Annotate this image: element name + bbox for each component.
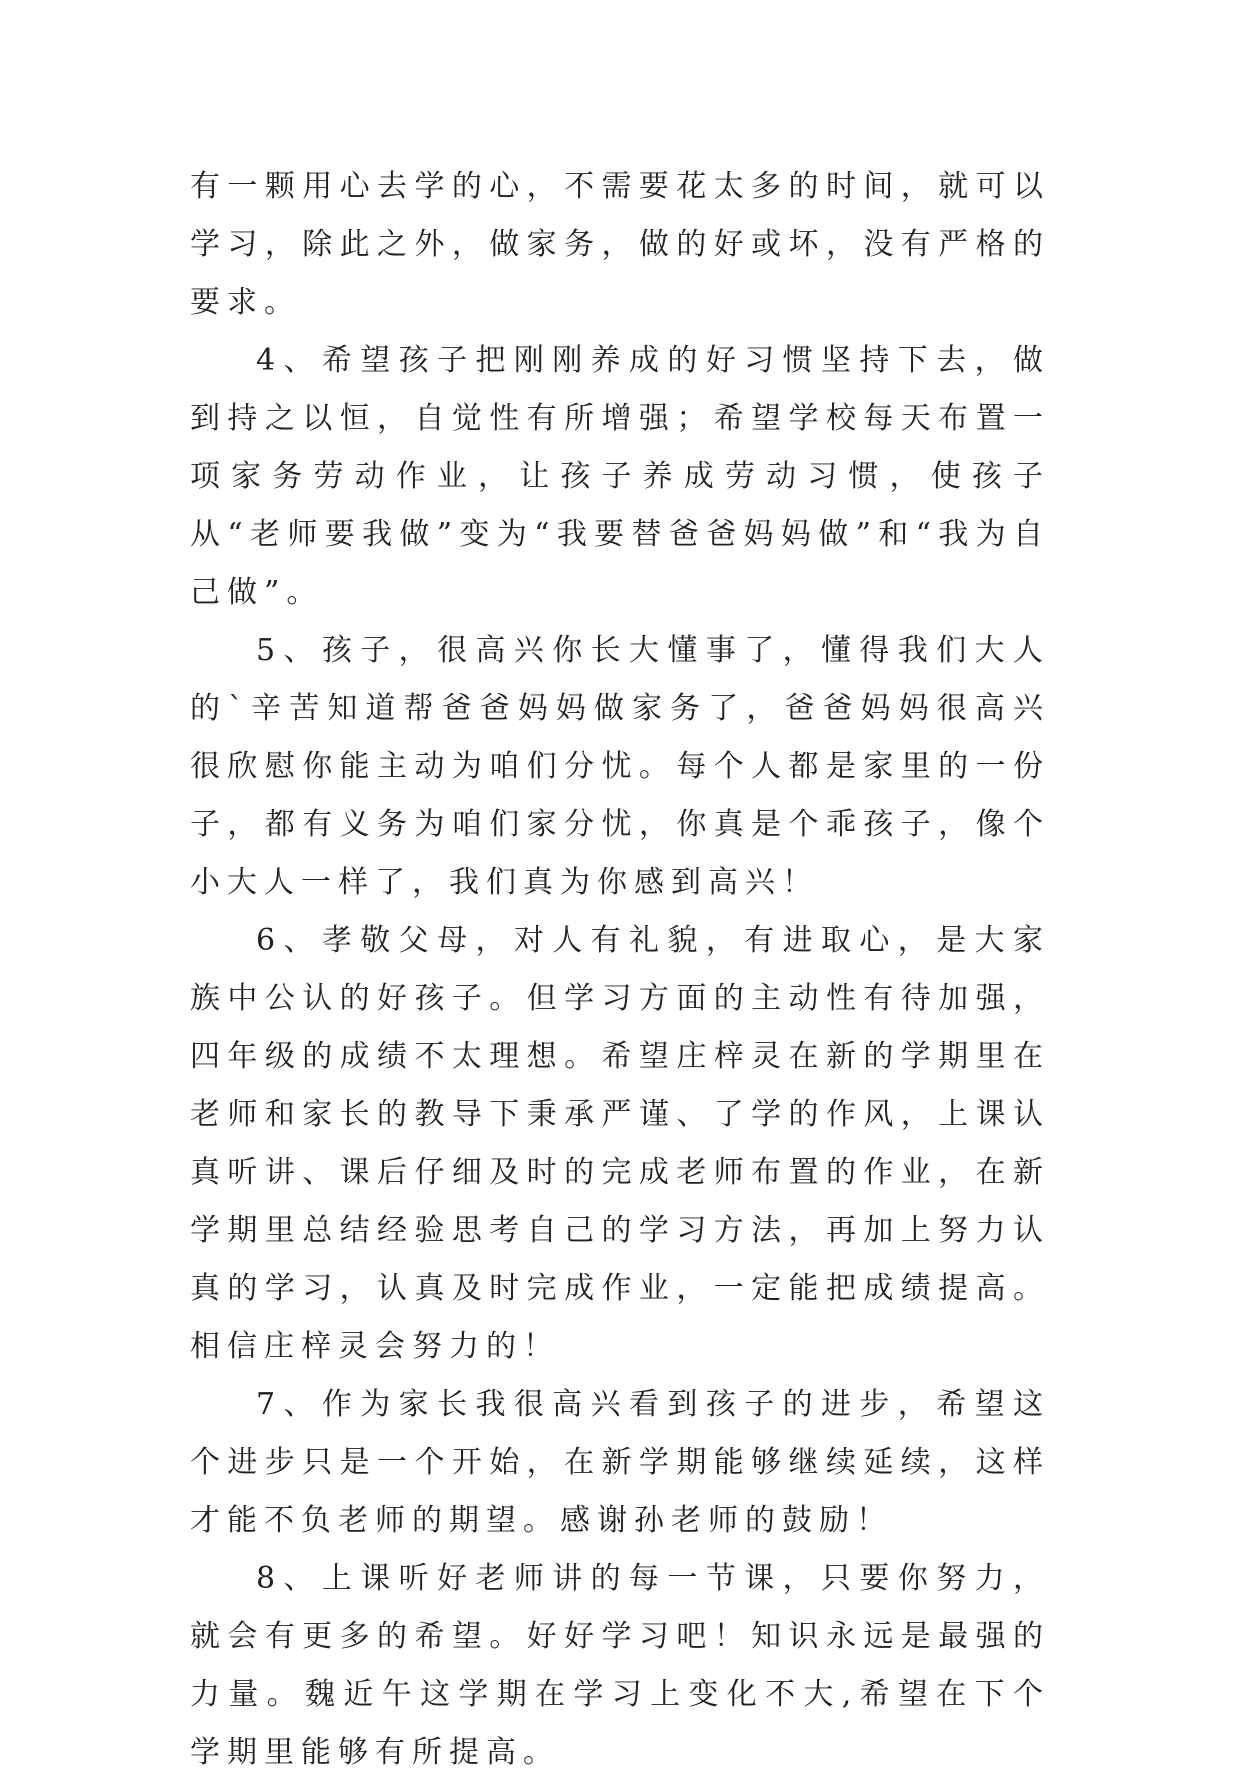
paragraph-intro: 有一颗用心去学的心，不需要花太多的时间，就可以学习，除此之外，做家务，做的好或坏，没有严格的要求。: [190, 169, 1050, 320]
paragraph-item-6: 6、孝敬父母，对人有礼貌，有进取心，是大家族中公认的好孩子。但学习方面的主动性有待加强，四年级的成绩不太理想。希望庄梓灵在新的学期里在老师和家长的教导下秉承严谨、了学的作风，上课认真听讲、课后仔细及时的完成老师布置的作业，在新学期里总结经验思考自己的学习方法，再加上努力认真的学习，认真及时完成作业，一定能把成绩提高。相信庄梓灵会努力的！: [190, 923, 1050, 1364]
paragraph-item-4: 4、希望孩子把刚刚养成的好习惯坚持下去，做到持之以恒，自觉性有所增强；希望学校每天布置一项家务劳动作业，让孩子养成劳动习惯，使孩子从“老师要我做”变为“我要替爸爸妈妈做”和“我为自己做”。: [190, 343, 1050, 610]
paragraph-item-7: 7、作为家长我很高兴看到孩子的进步，希望这个进步只是一个开始，在新学期能够继续延续，这样才能不负老师的期望。感谢孙老师的鼓励！: [190, 1387, 1050, 1538]
paragraph-item-5: 5、孩子，很高兴你长大懂事了，懂得我们大人的`辛苦知道帮爸爸妈妈做家务了，爸爸妈妈很高兴很欣慰你能主动为咱们分忧。每个人都是家里的一份子，都有义务为咱们家分忧，你真是个乖孩子，像个小大人一样了，我们真为你感到高兴！: [190, 633, 1050, 900]
document-body: [190, 158, 1050, 1782]
paragraph-item-8: 8、上课听好老师讲的每一节课，只要你努力，就会有更多的希望。好好学习吧！知识永远是最强的力量。魏近午这学期在学习上变化不大,希望在下个学期里能够有所提高。: [190, 1561, 1050, 1770]
